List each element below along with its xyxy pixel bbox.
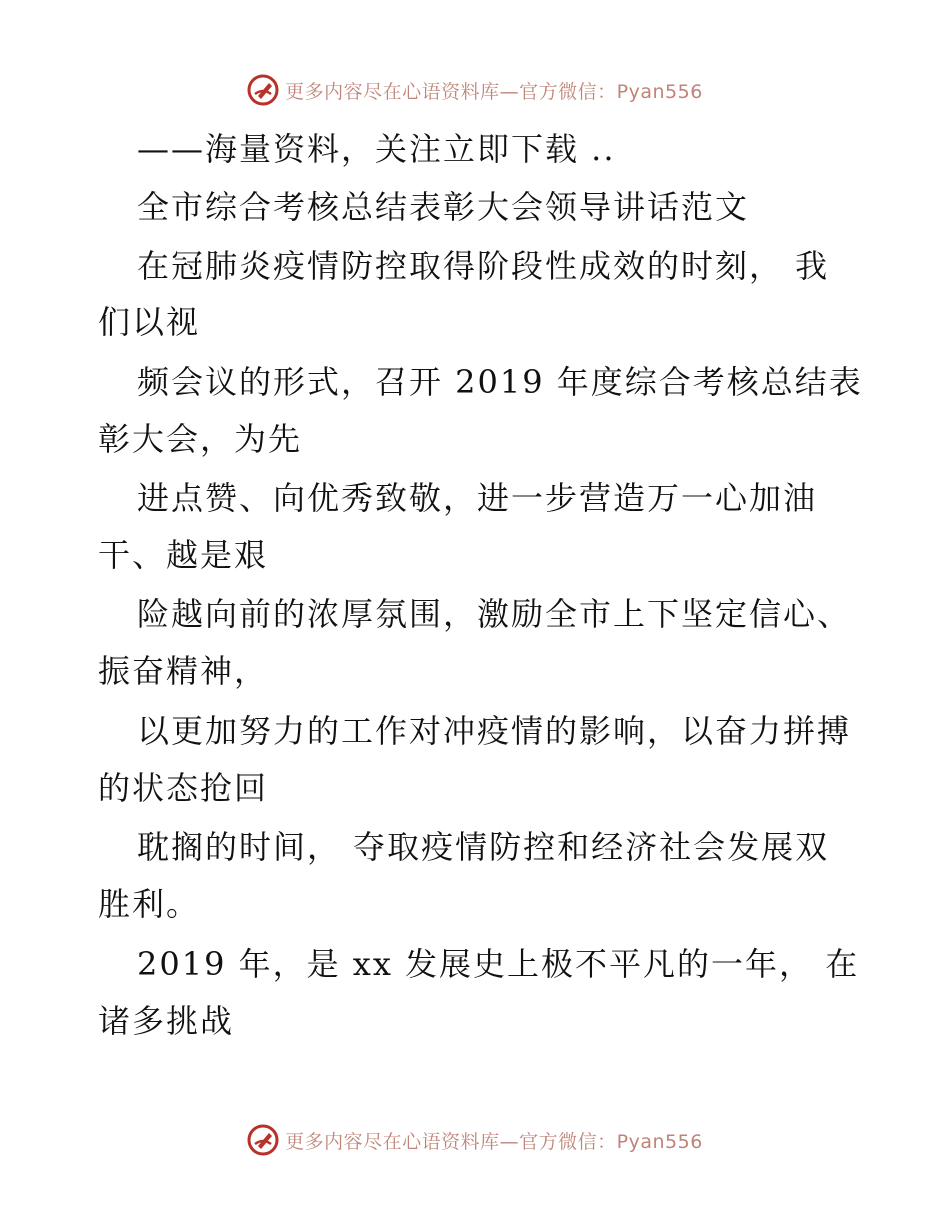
text-line: 振奋精神， bbox=[98, 652, 269, 690]
text-line: 们以视 bbox=[98, 303, 201, 341]
header-banner-text: 更多内容尽在心语资料库—官方微信：Pyan556 bbox=[285, 80, 703, 103]
document-title: 全市综合考核总结表彰大会领导讲话范文 bbox=[137, 188, 750, 226]
text-line: 彰大会，为先 bbox=[98, 420, 303, 458]
text-line: 以更加努力的工作对冲疫情的影响，以奋力拼搏 bbox=[137, 712, 852, 750]
text-line: 诸多挑战 bbox=[98, 1002, 235, 1040]
text-line: 胜利。 bbox=[98, 885, 201, 923]
text-line: 干、越是艰 bbox=[98, 536, 269, 574]
footer-banner bbox=[0, 1120, 950, 1160]
footer-banner-text: 更多内容尽在心语资料库—官方微信：Pyan556 bbox=[285, 1130, 703, 1153]
text-line: 的状态抢回 bbox=[98, 769, 269, 807]
text-line: ——海量资料，关注立即下载 .. bbox=[137, 130, 616, 168]
text-line: 耽搁的时间， 夺取疫情防控和经济社会发展双 bbox=[137, 828, 830, 866]
text-line: 在冠肺炎疫情防控取得阶段性成效的时刻， 我 bbox=[137, 247, 830, 285]
text-line: 进点赞、向优秀致敬，进一步营造万一心加油 bbox=[137, 479, 818, 517]
text-line: 2019 年，是 xx 发展史上极不平凡的一年， 在 bbox=[137, 945, 860, 983]
book-pen-logo-icon bbox=[247, 1124, 279, 1156]
text-line: 险越向前的浓厚氛围，激励全市上下坚定信心、 bbox=[137, 595, 852, 633]
text-line: 频会议的形式，召开 2019 年度综合考核总结表 bbox=[137, 363, 863, 401]
